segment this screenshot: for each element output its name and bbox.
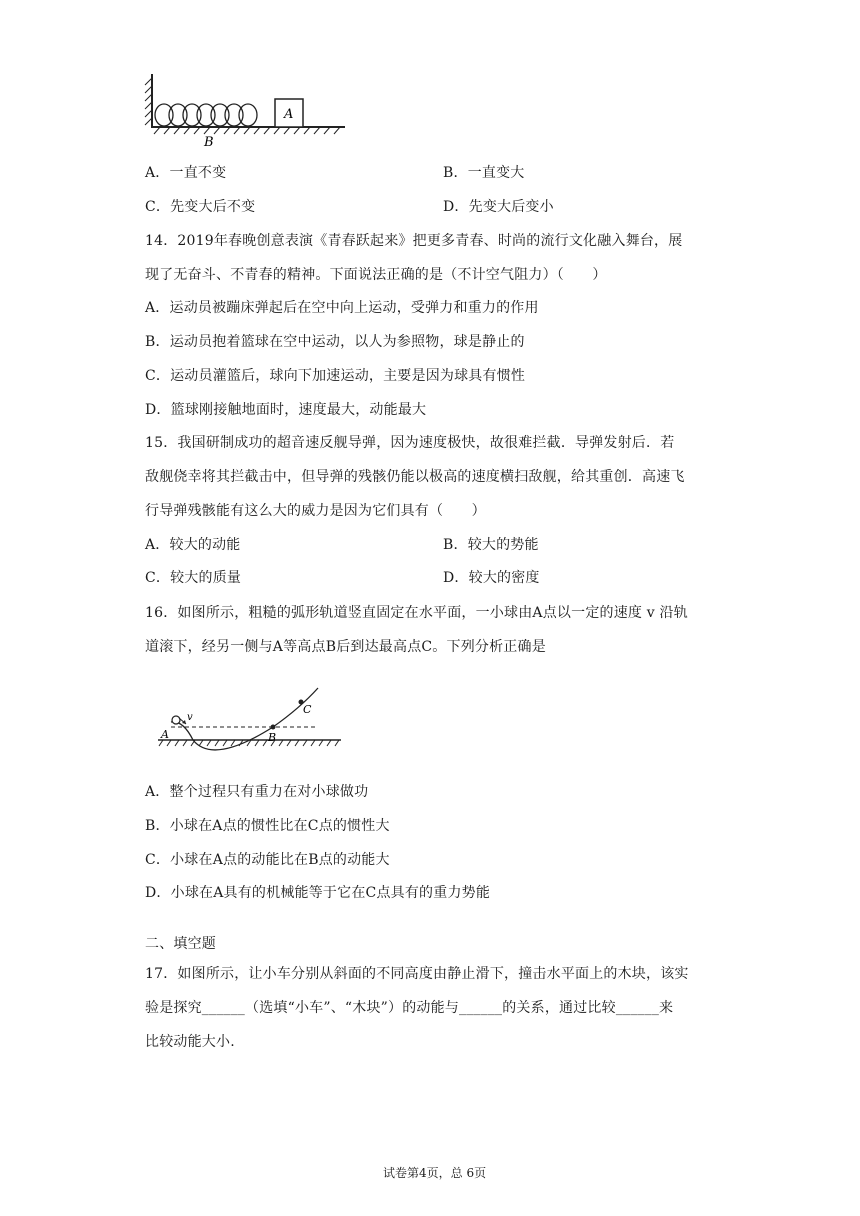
- q14-stem-line2: 现了无奋斗、不青春的精神。下面说法正确的是（不计空气阻力）（ ）: [145, 267, 607, 283]
- point-c-label: C: [303, 703, 312, 716]
- q14-option-b: B．运动员抱着篮球在空中运动，以人为参照物，球是静止的: [145, 334, 525, 350]
- q15-option-d: D．较大的密度: [443, 570, 540, 586]
- q16-option-c: C．小球在A点的动能比在B点的动能大: [145, 852, 390, 868]
- q16-stem-line2: 道滚下，经另一侧与A等高点B后到达最高点C。下列分析正确是: [145, 639, 546, 655]
- q17-stem-line1: 17．如图所示，让小车分别从斜面的不同高度由静止滑下，撞击水平面上的木块，该实: [145, 966, 689, 982]
- page-footer: 试卷第4页，总 6页: [383, 1166, 487, 1180]
- q13-option-b: B．一直变大: [443, 165, 525, 181]
- section-heading: 二、填空题: [145, 936, 216, 952]
- q15-option-b: B．较大的势能: [443, 537, 539, 553]
- q15-stem-line2: 敌舰侥幸将其拦截击中，但导弹的残骸仍能以极高的速度横扫敌舰，给其重创．高速飞: [145, 469, 685, 485]
- q15-option-a: A．较大的动能: [145, 537, 241, 553]
- q14-option-a: A．运动员被蹦床弹起后在空中向上运动，受弹力和重力的作用: [145, 300, 539, 316]
- point-label: B: [204, 135, 214, 150]
- q14-stem-line1: 14．2019年春晚创意表演《青春跃起来》把更多青春、时尚的流行文化融入舞台，展: [145, 233, 683, 249]
- point-a-label: A: [161, 728, 169, 741]
- point-b-label: B: [268, 731, 277, 744]
- q14-option-d: D．篮球刚接触地面时，速度最大，动能最大: [145, 402, 427, 418]
- velocity-label: v: [187, 712, 193, 723]
- q13-option-a: A．一直不变: [145, 165, 227, 181]
- q17-stem-line3: 比较动能大小.: [145, 1034, 235, 1050]
- q17-stem-line2: 验是探究______（选填“小车”、“木块”）的动能与______的关系，通过比较______来: [145, 1000, 674, 1016]
- arc-track-figure: [155, 680, 345, 758]
- q14-option-c: C．运动员灌篮后，球向下加速运动，主要是因为球具有惯性: [145, 368, 526, 384]
- q16-stem-line1: 16．如图所示，粗糙的弧形轨道竖直固定在水平面，一小球由A点以一定的速度 v 沿轨: [145, 605, 688, 621]
- q16-option-b: B．小球在A点的惯性比在C点的惯性大: [145, 818, 390, 834]
- block-label: A: [284, 107, 294, 122]
- spring-block-figure: [140, 70, 350, 150]
- q15-stem-line3: 行导弹残骸能有这么大的威力是因为它们具有（ ）: [145, 503, 486, 519]
- q13-option-c: C．先变大后不变: [145, 199, 256, 215]
- q16-option-a: A．整个过程只有重力在对小球做功: [145, 784, 369, 800]
- q15-option-c: C．较大的质量: [145, 570, 242, 586]
- q16-option-d: D．小球在A具有的机械能等于它在C点具有的重力势能: [145, 885, 491, 901]
- q15-stem-line1: 15．我国研制成功的超音速反舰导弹，因为速度极快，故很难拦截．导弹发射后．若: [145, 435, 675, 451]
- q13-option-d: D．先变大后变小: [443, 199, 554, 215]
